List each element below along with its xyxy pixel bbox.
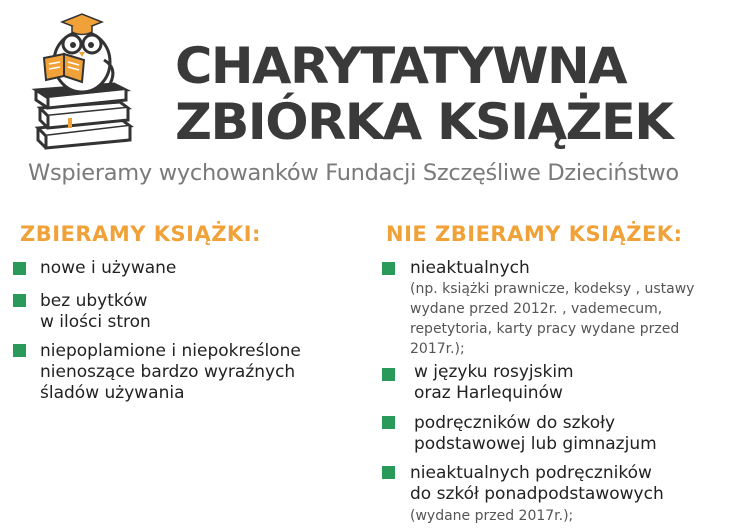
subtitle: Wspieramy wychowanków Fundacji Szczęśliwe Dzieciństwo (28, 160, 679, 186)
list-item: niepoplamione i niepokreślone nienoszące bardzo wyraźnych śladów używania (40, 341, 301, 403)
owl-reading-on-books-icon (30, 10, 135, 160)
title-line-2: ZBIÓRKA KSIĄŻEK (175, 93, 673, 151)
list-bullet (382, 262, 395, 275)
list-item: nowe i używane (40, 258, 177, 278)
not-collect-heading: NIE ZBIERAMY KSIĄŻEK: (386, 222, 683, 246)
list-item: bez ubytków w ilości stron (40, 291, 151, 332)
collect-heading: ZBIERAMY KSIĄŻKI: (20, 222, 261, 246)
list-bullet (13, 344, 26, 357)
list-bullet (382, 416, 395, 429)
list-item-note: (wydane przed 2017r.); (410, 508, 574, 524)
list-bullet (382, 368, 395, 381)
list-bullet (13, 262, 26, 275)
list-bullet (382, 466, 395, 479)
list-item: podręczników do szkoły podstawowej lub gimnazjum (414, 413, 657, 454)
list-item-note: (np. książki prawnicze, kodeksy , ustawy wydane przed 2012r. , vademecum, repetytoria, karty pracy wydane przed 2017r.); (410, 281, 695, 357)
page-title (175, 38, 672, 150)
list-item: nieaktualnych podręczników do szkół ponadpodstawowych (410, 463, 664, 504)
list-item: nieaktualnych (410, 258, 530, 278)
list-item: w języku rosyjskim oraz Harlequinów (414, 362, 574, 403)
title-line-1: CHARYTATYWNA (175, 37, 627, 95)
list-bullet (13, 294, 26, 307)
